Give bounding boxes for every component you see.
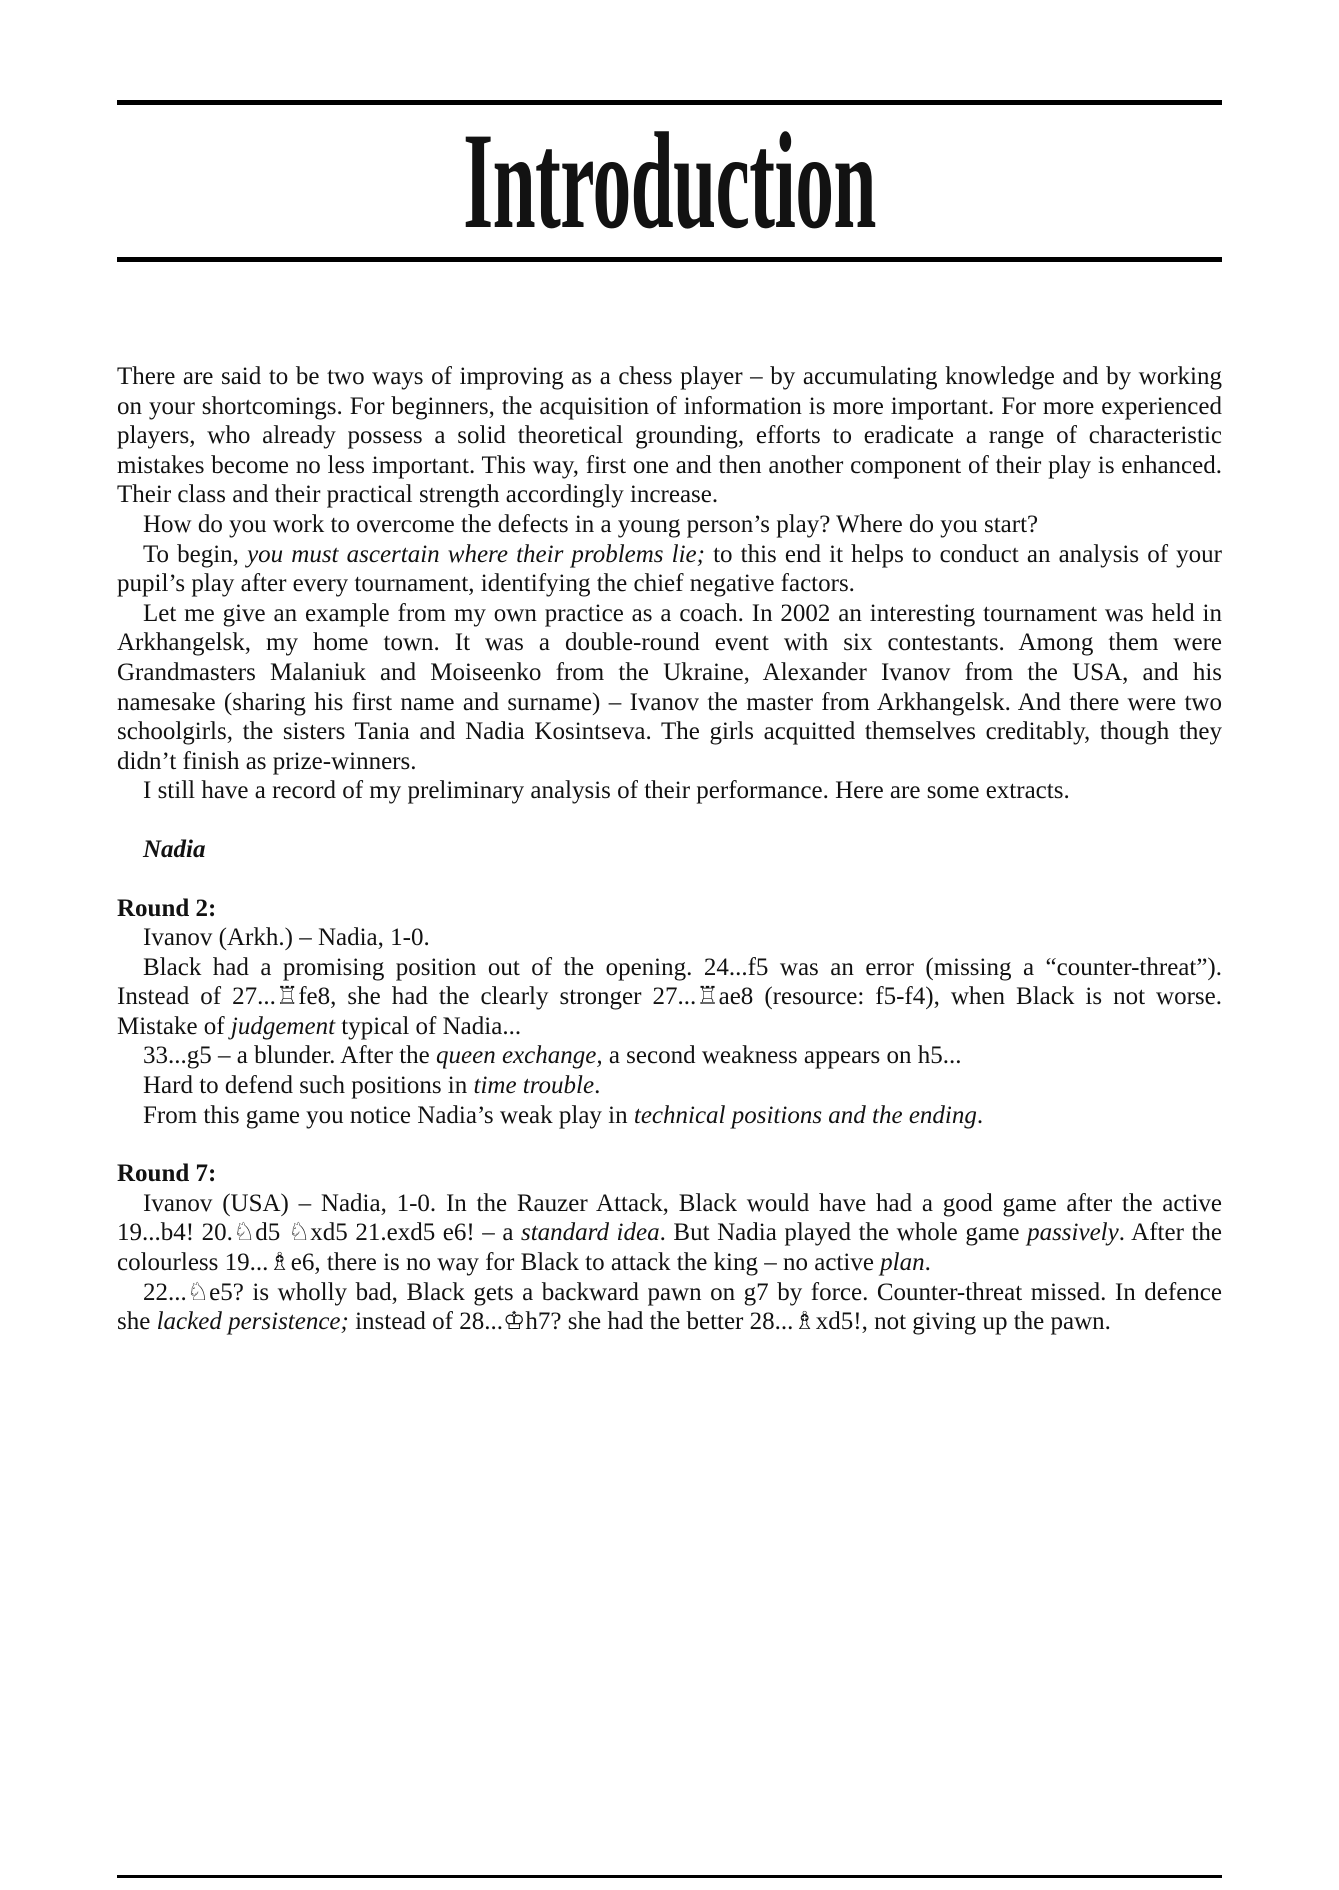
- page-footer-rule: [117, 1875, 1222, 1878]
- round-7-heading: Round 7:: [117, 1160, 217, 1188]
- round-7-defence-note: 22...♘e5? is wholly bad, Black gets a backward pawn on g7 by force. Counter-threat missed. In defence she lacked persistence; instead of 28...♔h7? she had the better 28...♗xd5!, not giving up the pawn.: [117, 1278, 1222, 1336]
- paragraph: Let me give an example from my own practice as a coach. In 2002 an interesting tournament was held in Arkhangelsk, my home town. It was a double-round event with six contestants. Among them were Grandmasters Malaniuk and Moiseenko from the Ukraine, Alexander Ivanov from the USA, and his namesake (sharing his first name and surname) – Ivanov the master from Arkhangelsk. And there were two schoolgirls, the sisters Tania and Nadia Kosintseva. The girls acquitted themselves creditably, though they didn’t finish as prize-winners.: [117, 599, 1222, 775]
- chapter-title: Introduction: [463, 104, 876, 257]
- round-2-analysis: Black had a promising position out of the opening. 24...f5 was an error (missing a “counter-threat”). Instead of 27...♖fe8, she had the clearly stronger 27...♖ae8 (resource: f5-f4), when Black is not worse. Mistake of judgement typical of Nadia...: [117, 953, 1222, 1040]
- title-bottom-rule: [117, 257, 1222, 262]
- round-2-heading: Round 2:: [117, 894, 217, 922]
- paragraph: How do you work to overcome the defects in a young person’s play? Where do you start?: [143, 510, 1039, 538]
- section-heading-nadia: Nadia: [143, 835, 206, 863]
- round-2-blunder-note: 33...g5 – a blunder. After the queen exchange, a second weakness appears on h5...: [143, 1042, 962, 1070]
- round-2-conclusion: From this game you notice Nadia’s weak play in technical positions and the ending.: [143, 1101, 984, 1129]
- paragraph: To begin, you must ascertain where their problems lie; to this end it helps to conduct an analysis of your pupil’s play after every tournament, identifying the chief negative factors.: [117, 540, 1222, 598]
- chapter-body: [117, 362, 1222, 1337]
- chapter-title-area: [117, 105, 1222, 257]
- round-7-analysis: Ivanov (USA) – Nadia, 1-0. In the Rauzer Attack, Black would have had a good game after the active 19...b4! 20.♘d5 ♘xd5 21.exd5 e6! – a standard idea. But Nadia played the whole game passively. After the colourless 19...♗e6, there is no way for Black to attack the king – no active plan.: [117, 1189, 1222, 1277]
- paragraph: I still have a record of my preliminary analysis of their performance. Here are some extracts.: [143, 777, 1070, 805]
- round-2-game-line: Ivanov (Arkh.) – Nadia, 1-0.: [143, 924, 430, 952]
- intro-paragraph: There are said to be two ways of improving as a chess player – by accumulating knowledge and by working on your shortcomings. For beginners, the acquisition of information is more important. For more experienced players, who already possess a solid theoretical grounding, efforts to eradicate a range of characteristic mistakes become no less important. This way, first one and then another component of their play is enhanced. Their class and their practical strength accordingly increase.: [117, 363, 1222, 509]
- round-2-time-trouble: Hard to defend such positions in time trouble.: [143, 1072, 601, 1100]
